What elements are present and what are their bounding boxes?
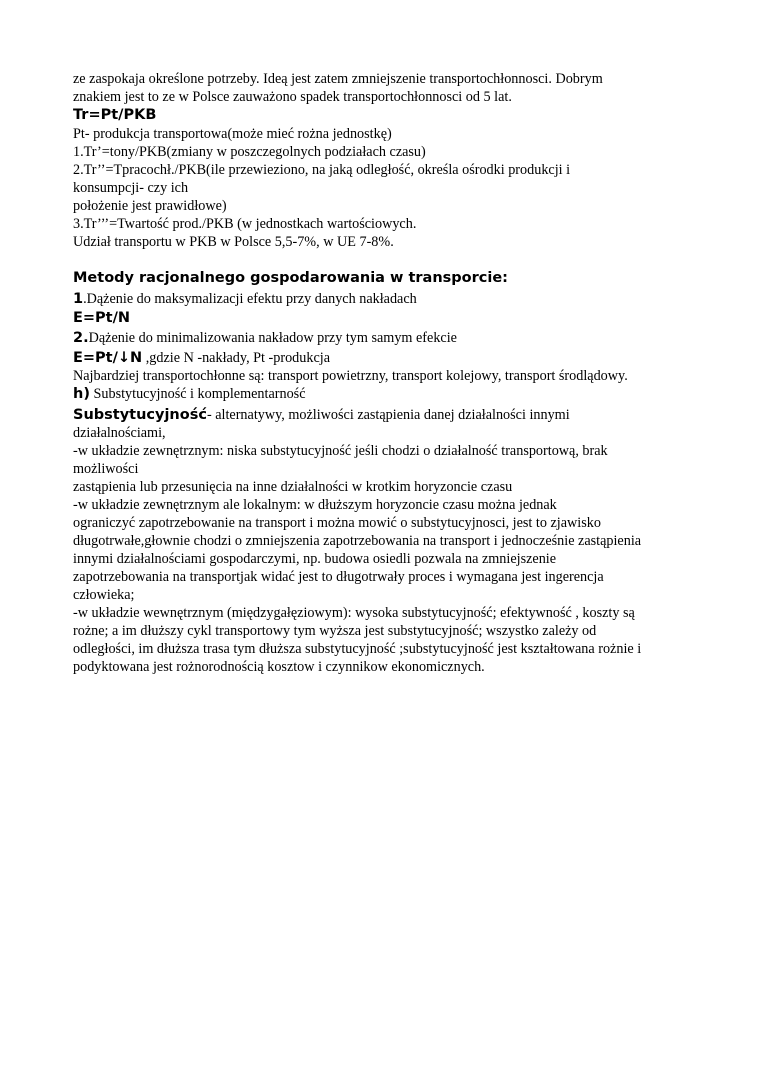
substitutability-line: możliwości [73,461,139,477]
method-2 [73,329,693,347]
substitutability-text: - alternatywy, możliwości zastąpienia danej działalności innymi [206,407,570,423]
spacer [73,251,693,269]
formula-tr: Tr=Pt/PKB [73,107,157,123]
substitutability-line: -w układzie zewnętrznym: niska substytucyjność jeśli chodzi o działalność transportową, brak [73,443,608,459]
method-2-text: Dążenie do minimalizowania nakładow przy tym samym efekcie [88,330,457,346]
formula-e2-note: ,gdzie N -nakłady, Pt -produkcja [142,350,330,366]
substitutability-line: ograniczyć zapotrzebowanie na transport i można mowić o substytucyjnosci, jest to zjawisko [73,515,601,531]
method-1-text: .Dążenie do maksymalizacji efektu przy danych nakładach [83,291,417,307]
substitutability-line: -w układzie wewnętrznym (międzygałęziowym): wysoka substytucyjność; efektywność , koszty są [73,605,635,621]
substitutability-line: rożne; a im dłuższy cykl transportowy tym wyższa jest substytucyjność; wszystko zależy od [73,623,597,639]
definition-tr1: 1.Tr’=tony/PKB(zmiany w poszczegolnych podziałach czasu) [73,144,426,160]
substitutability-line: odległości, im dłuższa trasa tym dłuższa substytucyjność ;substytucyjność jest kształtowana rożnie i [73,641,642,657]
substitutability-line: długotrwałe,głownie chodzi o zmniejszenia zapotrzebowania na transport i jednocześnie zastąpienia [73,533,642,549]
formula-e2 [73,349,693,367]
method-2-number: 2. [73,330,89,346]
paragraph-line: ze zaspokaja określone potrzeby. Ideą jest zatem zmniejszenie transportochłonnosci. Dobrym [73,71,603,87]
substitutability-line: podyktowana jest rożnorodnością kosztow i czynnikow ekonomicznych. [73,659,485,675]
substitutability-line: zastąpienia lub przesunięcia na inne działalności w krotkim horyzoncie czasu [73,479,513,495]
substitutability-line: człowieka; [73,587,135,603]
method-1 [73,290,693,308]
substitutability-line: innymi działalnościami gospodarczymi, np. budowa osiedli pozwala na zmniejszenie [73,551,557,567]
definition-tr2: położenie jest prawidłowe) [73,198,227,214]
substitutability-definition [73,406,693,424]
substitutability-line: -w układzie zewnętrznym ale lokalnym: w dłuższym horyzoncie czasu można jednak [73,497,557,513]
point-h-label: h) [73,386,90,402]
substitutability-term: Substytucyjność [73,407,207,423]
formula-e1: E=Pt/N [73,310,131,326]
definition-pt: Pt- produkcja transportowa(może mieć rożna jednostkę) [73,126,392,142]
point-h [73,385,693,403]
paragraph-line: znakiem jest to ze w Polsce zauważono spadek transportochłonnosci od 5 lat. [73,89,512,105]
transport-share: Udział transportu w PKB w Polsce 5,5-7%, w UE 7-8%. [73,234,394,250]
formula-e2-expression: E=Pt/↓N [73,350,143,366]
definition-tr2: 2.Tr’’=Tpracochł./PKB(ile przewieziono, na jaką odległość, określa ośrodki produkcji i [73,162,571,178]
section-heading: Metody racjonalnego gospodarowania w transporcie: [73,270,508,286]
substitutability-line: zapotrzebowania na transportjak widać jest to długotrwały proces i wymagana jest ingerencja [73,569,604,585]
most-transport-intensive: Najbardziej transportochłonne są: transport powietrzny, transport kolejowy, transport środlądowy. [73,368,628,384]
method-1-number: 1 [73,291,84,307]
definition-tr2: konsumpcji- czy ich [73,180,189,196]
point-h-text: Substytucyjność i komplementarność [89,386,306,402]
definition-tr3: 3.Tr’’’=Twartość prod./PKB (w jednostkach wartościowych. [73,216,417,232]
document-page [73,70,693,676]
substitutability-line: działalnościami, [73,425,166,441]
